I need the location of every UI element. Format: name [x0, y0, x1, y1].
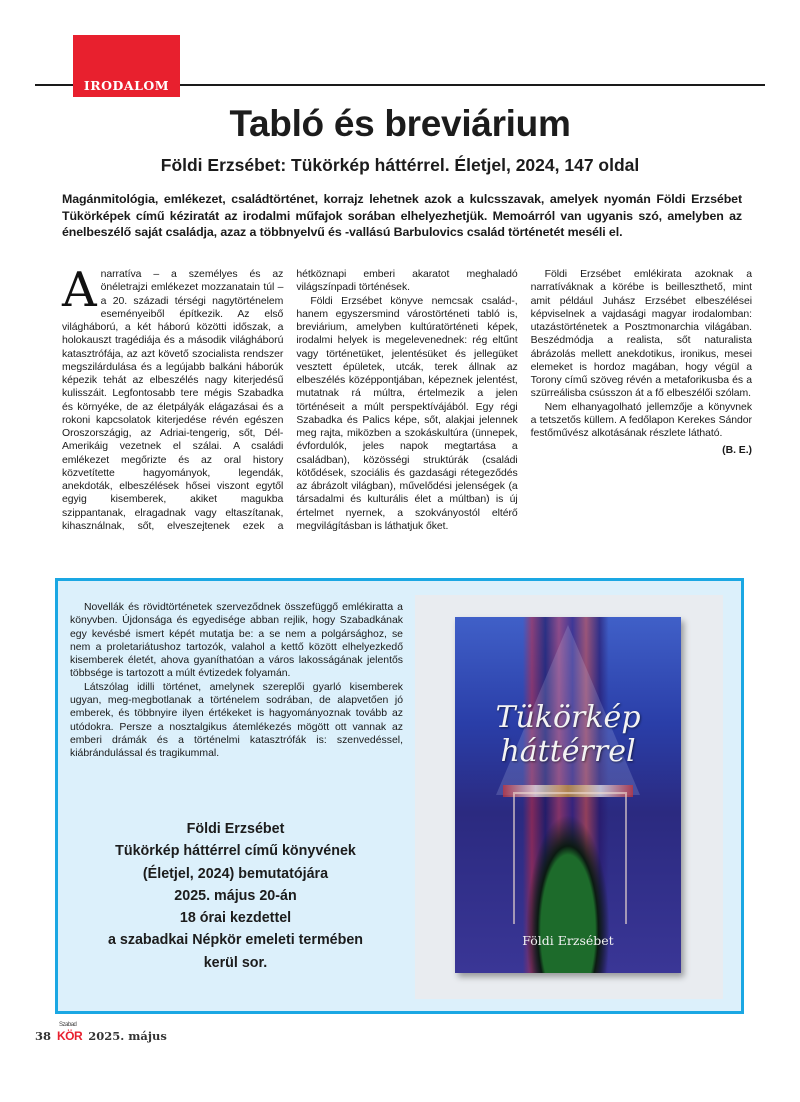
book-cover-title: Tükörkép háttérrel — [495, 700, 641, 769]
box-paragraph: Novellák és rövidtörténetek szerveződnek összefüggő emlékiratta a könyvben. Újdonsága és egyedisége abban rejlik, hogy Szabadkának egy kevésbé ismert képét mutatja be: a se nem a polgársághoz, se nem a proletariátushoz tartozók, valahol a kettő között elhelyezkedő kisemberek életét, ahova gyaníthatóan a város lakosságának jelentős többsége is tartozott a múlt évtizedek folyamán. — [70, 602, 403, 680]
event-announcement — [58, 818, 413, 974]
article-body — [62, 262, 752, 558]
tower-illustration — [513, 792, 627, 924]
announcement-line: a szabadkai Népkör emeleti termében — [107, 932, 364, 949]
article-title: Tabló és breviárium — [229, 103, 571, 144]
box-paragraph: Látszólag idilli történet, amelynek szereplői gyarló kisemberek ugyan, meg-megbotlanak a történelem sodrában, de alapvetően jó emberek, és többnyire ilyen értékeket is hagyományoznak tovább az utódokra. Persze a nosztalgikus átemlékezés mögött ott vannak az emberi drámák és a történelmi katasztrófák is: szenvedéssel, kiábrándulással és tragikummal. — [70, 681, 403, 760]
author-signature: (B. E.) — [722, 445, 752, 457]
section-label: IRODALOM — [83, 78, 170, 93]
article-column — [62, 262, 752, 558]
book-cover-photo — [415, 595, 723, 999]
book-cover — [455, 617, 681, 973]
magazine-logo: Szabad KÖR — [57, 1022, 83, 1043]
announcement-line: 18 órai kezdettel — [179, 910, 292, 927]
drop-cap: A — [62, 262, 97, 318]
article-paragraph: Anarratíva – a személyes és az önéletrajzi emlékezet mozzanatain túl – a 20. századi térségi nagytörténelem eseményeiből építkezik. Az első világháború, a két háború közötti időszak, a holokauszt tragédiája és a második világháború katasztrófája, az azt követő szocialista rendszer megszilárdulása és a legújabb balkáni háborúk képezik tehát az elbeszélés nagy kiterjedésű kulisszáit. Legfontosabb tere mégis Szabadka és környéke, de az életpályák elágazásai és a rokoni kapcsolatok kiterjedése révén egészen Oroszországig, az Adriai-tengerig, sőt, Dél-Amerikáig vezetnek el szálai. A családi emlékezet megőrizte és az oral history közvetítette hagyományok, legendák, anekdoták, elbeszélések hősei viszont egytől egyig kisemberek, akiket magukba szippantanak, elragadnak vagy eltaszítanak, kihasználnak, sőt, elveszejtenek ezek a hétköznapi emberi akaratot meghaladó világszínpadi történések. — [62, 262, 518, 532]
article-paragraph: Földi Erzsébet könyve nemcsak család-, hanem egyszersmind várostörténeti tabló is, breviárium, amelyben kultúratörténeti képek, irodalmi helyek is megelevenednek: rég eltűnt vagy történetüket, jelentésüket és jellegüket vesztett épületek, utcák, terek állnak az elbeszélés középpontjában, képeznek jelentést, mutatnak rá múltra, értelmezik a jelen történéseit a múlt perspektívájából. Egy régi Szabadka és Palics képe, sőt, alakjai jelennek meg rajta, miközben a szokáskultúra (ünnepek, évfordulók, jeles napok megtartása a családban), közösségi struktúrák (családi kötődések, szociális és gazdasági rétegeződés az ábrázolt világban), művelődési jelenségek (a társadalmi és kulturális élet a múltban) is új értelmet nyernek, a szokványostól eltérő megvilágításban is láthatjuk őket. — [296, 295, 518, 532]
page-footer — [35, 1022, 167, 1043]
announcement-line: 2025. május 20-án — [174, 887, 297, 904]
lead-paragraph: Magánmitológia, emlékezet, családtörténet, korrajz lehetnek azok a kulcsszavak, amelyek nyomán Földi Erzsébet Tükörképek című kéziratát az irodalmi műfajok sorában elhelyezhetjük. Memoárról van ugyanis szó, amelyben az énelbeszélő saját családja, azaz a többnyelvű és -vallású Barbulovics család történetét meséli el. — [62, 192, 742, 239]
issue-date: 2025. május — [88, 1029, 167, 1043]
article-subtitle: Földi Erzsébet: Tükörkép háttérrel. Életjel, 2024, 147 oldal — [160, 155, 640, 175]
announcement-box — [55, 578, 744, 1014]
announcement-line: (Életjel, 2024) bemutatójára — [142, 865, 329, 882]
page-number: 38 — [35, 1029, 52, 1043]
article-paragraph: Földi Erzsébet emlékirata azoknak a narratíváknak a körébe is beilleszthető, mint amit például Juhász Erzsébet elbeszélései képviselnek a vajdasági magyar irodalomban: utazástörténetek a Posztmonarchia világában. Beszédmódja a realista, sőt naturalista ábrázolás mellett anekdotikus, ironikus, mesei elemeket is hordoz magában, hogy végül a Torony című szöveg révén a metaforikusba és a szürreálisba csússzon át a fő elbeszélői szólam. — [530, 269, 752, 400]
announcement-line: kerül sor. — [203, 954, 268, 971]
section-tag — [73, 35, 180, 97]
article-paragraph: Nem elhanyagolható jellemzője a könyvnek a tetszetős küllem. A fedőlapon Kerekes Sándor festőművész alkotásának részlete látható. — [530, 401, 752, 439]
book-cover-author: Földi Erzsébet — [522, 933, 614, 948]
box-text — [70, 601, 403, 761]
announcement-line: Földi Erzsébet — [186, 821, 285, 837]
announcement-line: Tükörkép háttérrel című könyvének — [115, 843, 356, 860]
